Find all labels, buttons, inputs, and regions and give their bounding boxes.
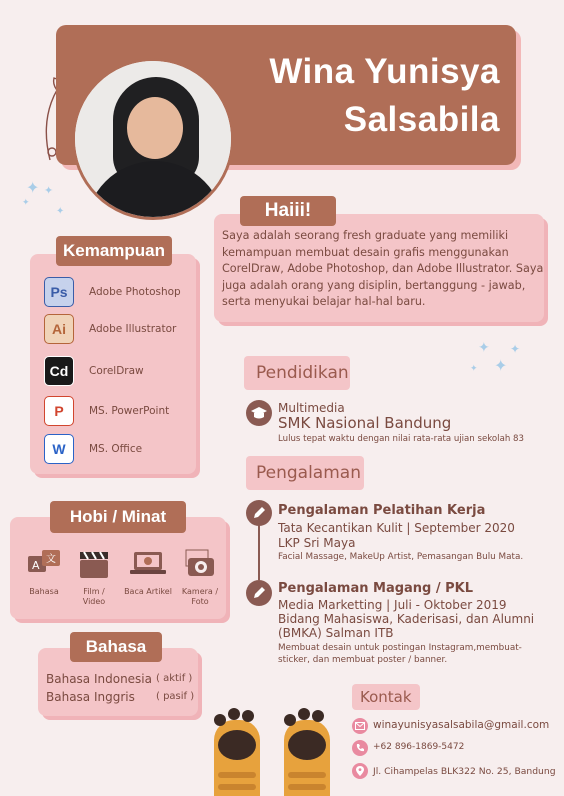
svg-text:文: 文 [46,554,56,565]
hobby-item-artikel [120,548,176,597]
cat-paw-right [276,706,336,796]
language-level: ( pasif ) [156,691,195,702]
skill-item [44,277,181,307]
about-title: Haiii! [240,196,336,226]
profile-photo [72,58,234,220]
sparkle-icon: ✦ [44,184,54,197]
contact-phone[interactable]: +62 896-1869-5472 [373,742,465,752]
email-icon [352,718,368,734]
skill-item [44,314,177,344]
education-title: Pendidikan [244,356,350,390]
language-name: Bahasa Inggris [46,690,135,704]
skill-label: CorelDraw [89,365,144,377]
skill-icon: Ps [44,277,74,307]
face-shape [127,97,183,159]
experience-desc: Facial Massage, MakeUp Artist, Pemasangan Bulu Mata. [278,552,524,562]
name-line-1: Wina Yunisya [269,52,500,91]
skill-icon: P [44,396,74,426]
hobby-label: Film / Video [82,587,106,606]
hobby-item-kamera [178,548,222,607]
education-major: Multimedia [278,401,345,415]
languages-title: Bahasa [70,632,162,662]
about-text: Saya adalah seorang fresh graduate yang memiliki kemampuan membuat desain grafis menggunakan CorelDraw, Adobe Photoshop, dan Adobe Illustrator. Saya juga adalah orang yang disiplin, bertanggung - jawab, serta menyukai belajar hal-hal baru. [222,229,544,308]
skill-label: MS. Office [89,443,143,455]
hobby-label: Kamera / Foto [181,587,219,606]
contact-title: Kontak [352,684,420,710]
hobby-item-film [72,548,116,607]
skill-label: Adobe Illustrator [89,323,177,335]
contact-email[interactable]: winayunisyasalsabila@gmail.com [373,719,550,731]
cat-paw-left [206,706,266,796]
skill-label: MS. PowerPoint [89,405,170,417]
sparkle-icon: ✦ [478,340,490,356]
hobby-label: Baca Artikel [124,587,172,596]
skill-icon: Cd [44,356,74,386]
sparkle-icon: ✦ [26,178,40,197]
sparkle-icon: ✦ [56,206,65,217]
skills-title: Kemampuan [56,236,172,266]
camera-icon [182,548,218,580]
experience-line-2: LKP Sri Maya [278,536,356,550]
graduation-cap-icon [246,400,272,426]
skill-item [44,396,170,426]
skill-icon: W [44,434,74,464]
education-note: Lulus tepat waktu dengan nilai rata-rata ujian sekolah 83 [278,434,524,444]
experience-line-1: Media Marketting | Juli - Oktober 2019 [278,598,507,612]
hobbies-title: Hobi / Minat [50,501,186,533]
experience-desc: Membuat desain untuk postingan Instagram,membuat-sticker, dan membuat poster / banner. [278,643,522,665]
clapperboard-icon [76,548,112,580]
translate-icon [26,548,62,580]
hobby-item-bahasa [22,548,66,597]
skill-item [44,356,144,386]
full-name [269,48,500,144]
language-level: ( aktif ) [156,673,193,684]
experience-title: Pengalaman [246,456,364,490]
pencil-icon [246,580,272,606]
sparkle-icon: ✦ [494,356,508,375]
education-school: SMK Nasional Bandung [278,414,452,432]
sparkle-icon: ✦ [22,198,30,208]
location-icon [352,763,368,779]
skill-item [44,434,143,464]
name-line-2: Salsabila [343,100,500,139]
svg-text:A: A [32,559,40,572]
phone-icon [352,740,368,756]
experience-title-1: Pengalaman Pelatihan Kerja [278,503,486,518]
experience-title-2: Pengalaman Magang / PKL [278,581,474,596]
pencil-icon [246,500,272,526]
experience-line-1: Tata Kecantikan Kulit | September 2020 [278,521,515,535]
language-name: Bahasa Indonesia [46,672,152,686]
sparkle-icon: ✦ [470,364,478,374]
skill-label: Adobe Photoshop [89,286,181,298]
experience-line-3: (BMKA) Salman ITB [278,626,394,640]
hobby-label: Bahasa [29,587,59,596]
experience-line-2: Bidang Mahasiswa, Kaderisasi, dan Alumni [278,612,535,626]
contact-address: Jl. Cihampelas BLK322 No. 25, Bandung [373,766,556,777]
timeline-line [258,520,260,580]
laptop-cat-icon [128,548,168,580]
sparkle-icon: ✦ [510,342,521,356]
skill-icon: Ai [44,314,74,344]
